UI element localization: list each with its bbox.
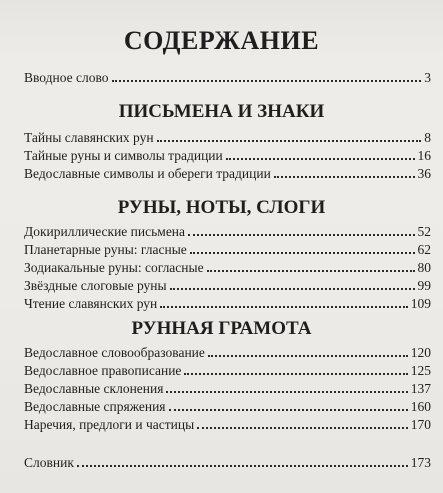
toc-entry	[24, 148, 431, 164]
toc-entry-label: Докириллические письмена	[24, 224, 186, 239]
toc-entry-label: Зодиакальные руны: согласные	[24, 260, 204, 275]
toc-entry-page: 16	[417, 148, 431, 163]
toc-entry	[24, 166, 431, 182]
toc-entry	[24, 381, 431, 397]
toc-entry-label: Планетарные руны: гласные	[24, 242, 187, 257]
dot-leader	[77, 465, 408, 467]
dot-leader	[157, 140, 422, 142]
toc-entry-page: 36	[417, 166, 431, 181]
toc-entry-label: Наречия, предлоги и частицы	[24, 417, 195, 432]
toc-entry-label: Чтение славянских рун	[24, 296, 158, 311]
dot-leader	[160, 306, 407, 308]
toc-entry-page: 125	[410, 363, 431, 378]
toc-entry-label: Звёздные слоговые руны	[24, 278, 167, 293]
dot-leader	[184, 373, 407, 375]
dot-leader	[226, 158, 415, 160]
dot-leader	[197, 427, 408, 429]
toc-entry-page: 120	[410, 345, 431, 360]
toc-entry	[24, 345, 431, 361]
dot-leader	[170, 288, 415, 290]
toc-entry-page: 170	[410, 417, 431, 432]
toc-entry-page: 8	[424, 130, 431, 145]
toc-entry-label: Ведославное правописание	[24, 363, 182, 378]
toc-entry-page: 173	[410, 455, 431, 470]
bleed-through-text	[90, 0, 360, 12]
toc-entry	[24, 70, 431, 86]
toc-entry	[24, 363, 431, 379]
dot-leader	[188, 234, 414, 236]
toc-entry-label: Тайны славянских рун	[24, 130, 154, 145]
section-heading: РУНЫ, НОТЫ, СЛОГИ	[117, 197, 326, 218]
dot-leader	[112, 80, 422, 82]
toc-entry-label: Словник	[24, 455, 74, 470]
toc-entry-page: 80	[417, 260, 431, 275]
dot-leader	[274, 176, 415, 178]
toc-entry-page: 52	[417, 224, 431, 239]
toc-entry-label: Вводное слово	[24, 70, 109, 85]
dot-leader	[208, 355, 408, 357]
dot-leader	[190, 252, 415, 254]
section-heading: ПИСЬМЕНА И ЗНАКИ	[118, 101, 325, 122]
dot-leader	[166, 391, 407, 393]
toc-entry	[24, 242, 431, 258]
toc-entry	[24, 296, 431, 312]
toc-entry-page: 3	[424, 70, 431, 85]
toc-entry-page: 99	[417, 278, 431, 293]
toc-entry-label: Ведославные символы и обереги традиции	[24, 166, 271, 181]
section-heading: РУННАЯ ГРАМОТА	[131, 318, 312, 339]
toc-entry-label: Ведославные спряжения	[24, 399, 166, 414]
toc-entry-page: 160	[410, 399, 431, 414]
toc-entry-page: 62	[417, 242, 431, 257]
toc-entry-label: Тайные руны и символы традиции	[24, 148, 223, 163]
dot-leader	[207, 270, 415, 272]
toc-entry-label: Ведославные склонения	[24, 381, 164, 396]
toc-entry	[24, 260, 431, 276]
toc-entry	[24, 399, 431, 415]
page-title: СОДЕРЖАНИЕ	[123, 26, 320, 55]
toc-entry-label: Ведославное словообразование	[24, 345, 205, 360]
toc-entry-page: 137	[410, 381, 431, 396]
toc-entry-page: 109	[410, 296, 431, 311]
toc-entry	[24, 278, 431, 294]
toc-entry	[24, 417, 431, 433]
dot-leader	[169, 409, 408, 411]
toc-entry	[24, 224, 431, 240]
toc-entry	[24, 455, 431, 471]
toc-entry	[24, 130, 431, 146]
